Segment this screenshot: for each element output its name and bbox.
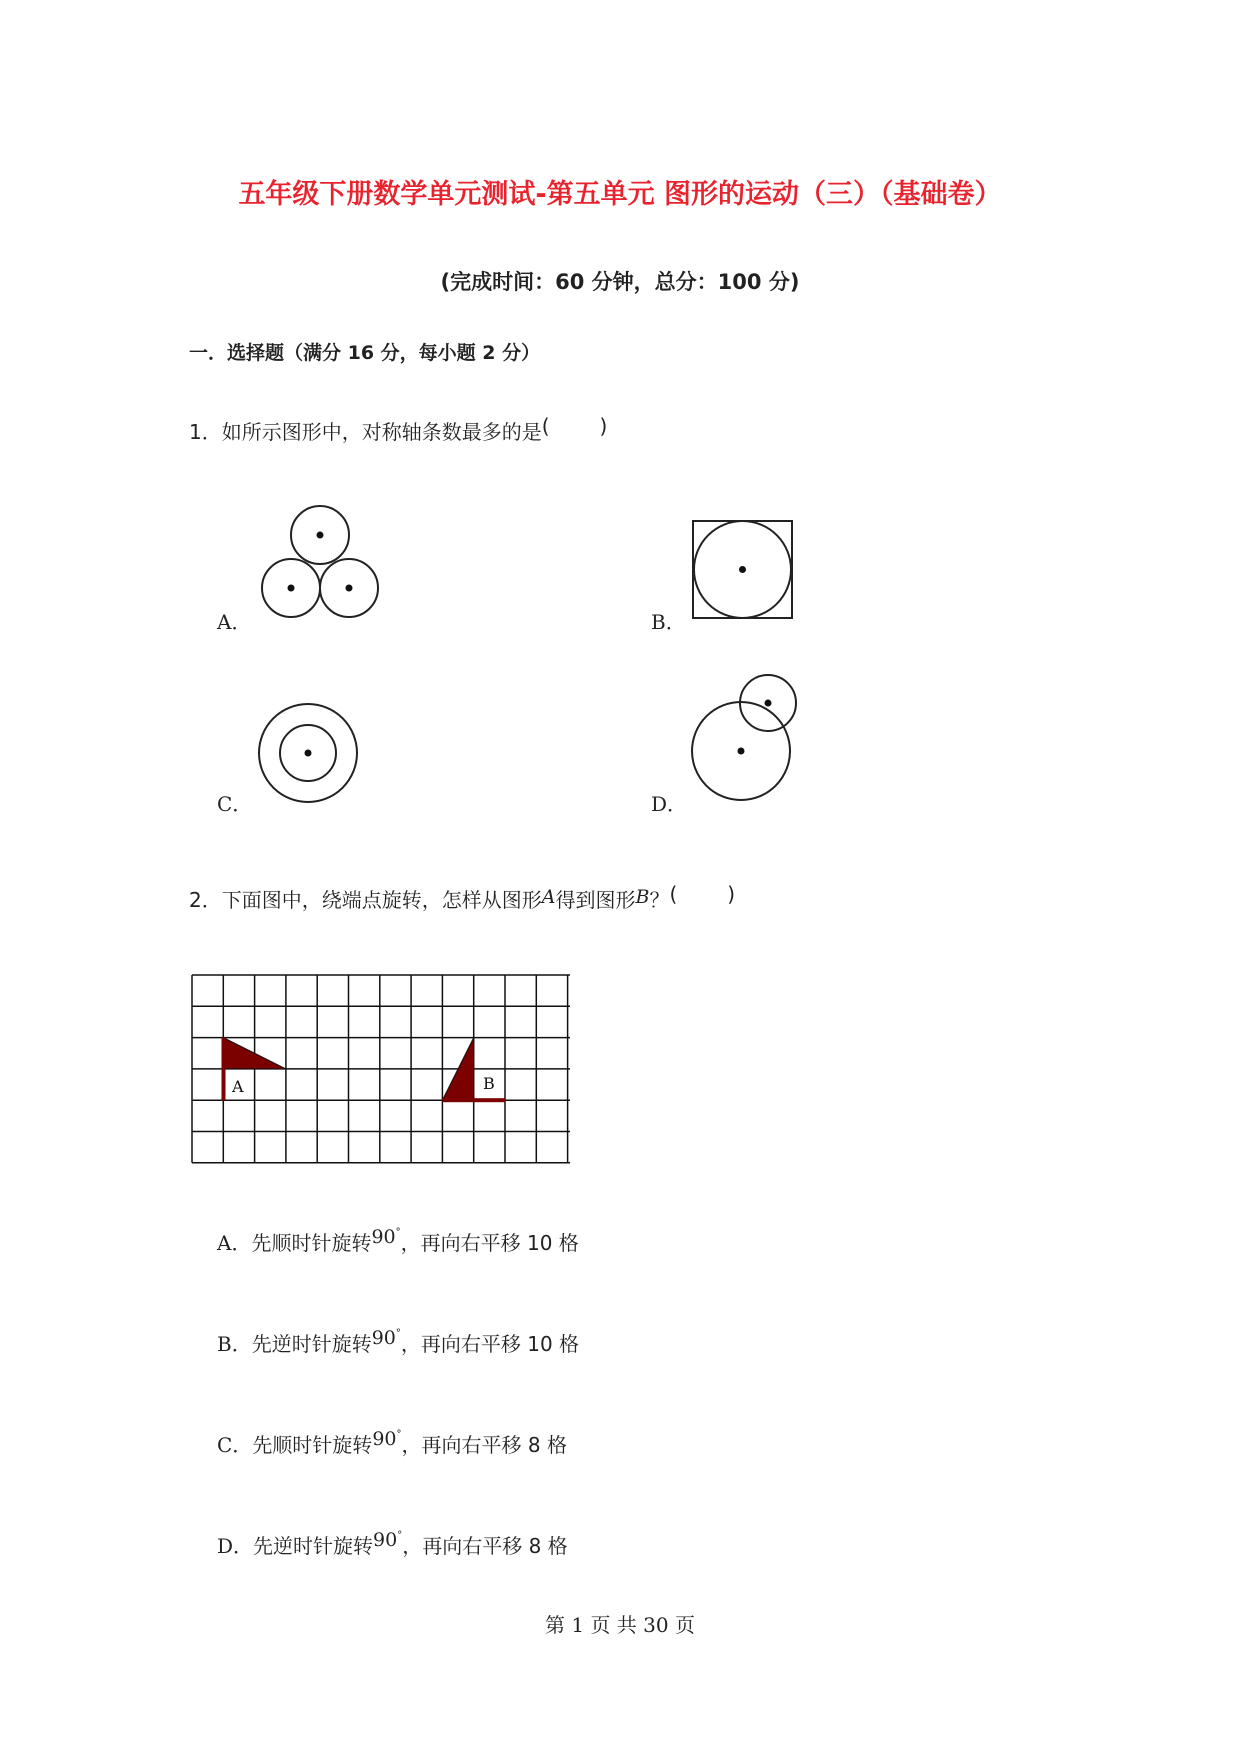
question-text: 如所示图形中，对称轴条数最多的是: [221, 420, 542, 444]
question-number: 2．: [189, 888, 222, 912]
option-text: 先顺时针旋转: [251, 1231, 372, 1255]
option-d[interactable]: [217, 1529, 568, 1559]
option-c[interactable]: [217, 1428, 567, 1458]
option-label: D．: [217, 1534, 254, 1558]
question-1: [189, 414, 607, 445]
option-text: 先逆时针旋转: [253, 1534, 374, 1558]
exam-info: (完成时间：60 分钟，总分：100 分): [440, 270, 800, 294]
option-b[interactable]: [217, 1327, 579, 1357]
figure-three-tangent-circles: [255, 505, 385, 621]
option-text: 先顺时针旋转: [252, 1433, 373, 1457]
question-number: 1．: [189, 420, 222, 444]
figure-circle-in-square: [692, 520, 794, 620]
flag-b: [442, 1038, 505, 1103]
angle-value: 90°: [373, 1529, 403, 1551]
option-a[interactable]: [217, 1226, 579, 1256]
figure-two-intersecting-circles: [690, 674, 802, 806]
question-2: [189, 882, 735, 913]
option-text-suffix: ，再向右平移 10 格: [400, 1231, 579, 1255]
answer-paren-open: (: [541, 414, 550, 438]
answer-paren-open: (: [669, 882, 678, 906]
flag-b-label: B: [483, 1074, 495, 1093]
section-heading: 一．选择题（满分 16 分，每小题 2 分）: [189, 342, 541, 364]
option-d-label: D．: [651, 792, 688, 816]
figure-concentric-circles: [256, 702, 362, 806]
document-title: 五年级下册数学单元测试-第五单元 图形的运动（三）（基础卷）: [238, 179, 1002, 210]
option-c-label: C．: [217, 792, 253, 816]
variable-a: A: [541, 886, 556, 908]
answer-paren-close: ): [727, 882, 736, 906]
option-text-suffix: ，再向右平移 8 格: [401, 1433, 567, 1457]
answer-paren-close: ): [599, 414, 608, 438]
angle-value: 90°: [372, 1428, 402, 1450]
option-label: A．: [217, 1231, 252, 1255]
question-text-end: ？: [649, 888, 670, 912]
question-text: 下面图中，绕端点旋转，怎样从图形: [221, 888, 542, 912]
variable-b: B: [635, 886, 650, 908]
page-footer: 第 1 页 共 30 页: [545, 1613, 695, 1637]
angle-value: 90°: [371, 1327, 401, 1349]
angle-value: 90°: [371, 1226, 401, 1248]
rotation-grid-figure: [192, 975, 574, 1165]
option-text: 先逆时针旋转: [251, 1332, 372, 1356]
question-text-middle: 得到图形: [555, 888, 636, 912]
option-label: B．: [217, 1332, 252, 1356]
option-b-label: B．: [651, 610, 686, 634]
flag-a-label: A: [232, 1077, 244, 1096]
option-a-label: A．: [217, 610, 252, 634]
option-label: C．: [217, 1433, 253, 1457]
option-text-suffix: ，再向右平移 8 格: [402, 1534, 568, 1558]
option-text-suffix: ，再向右平移 10 格: [400, 1332, 580, 1356]
